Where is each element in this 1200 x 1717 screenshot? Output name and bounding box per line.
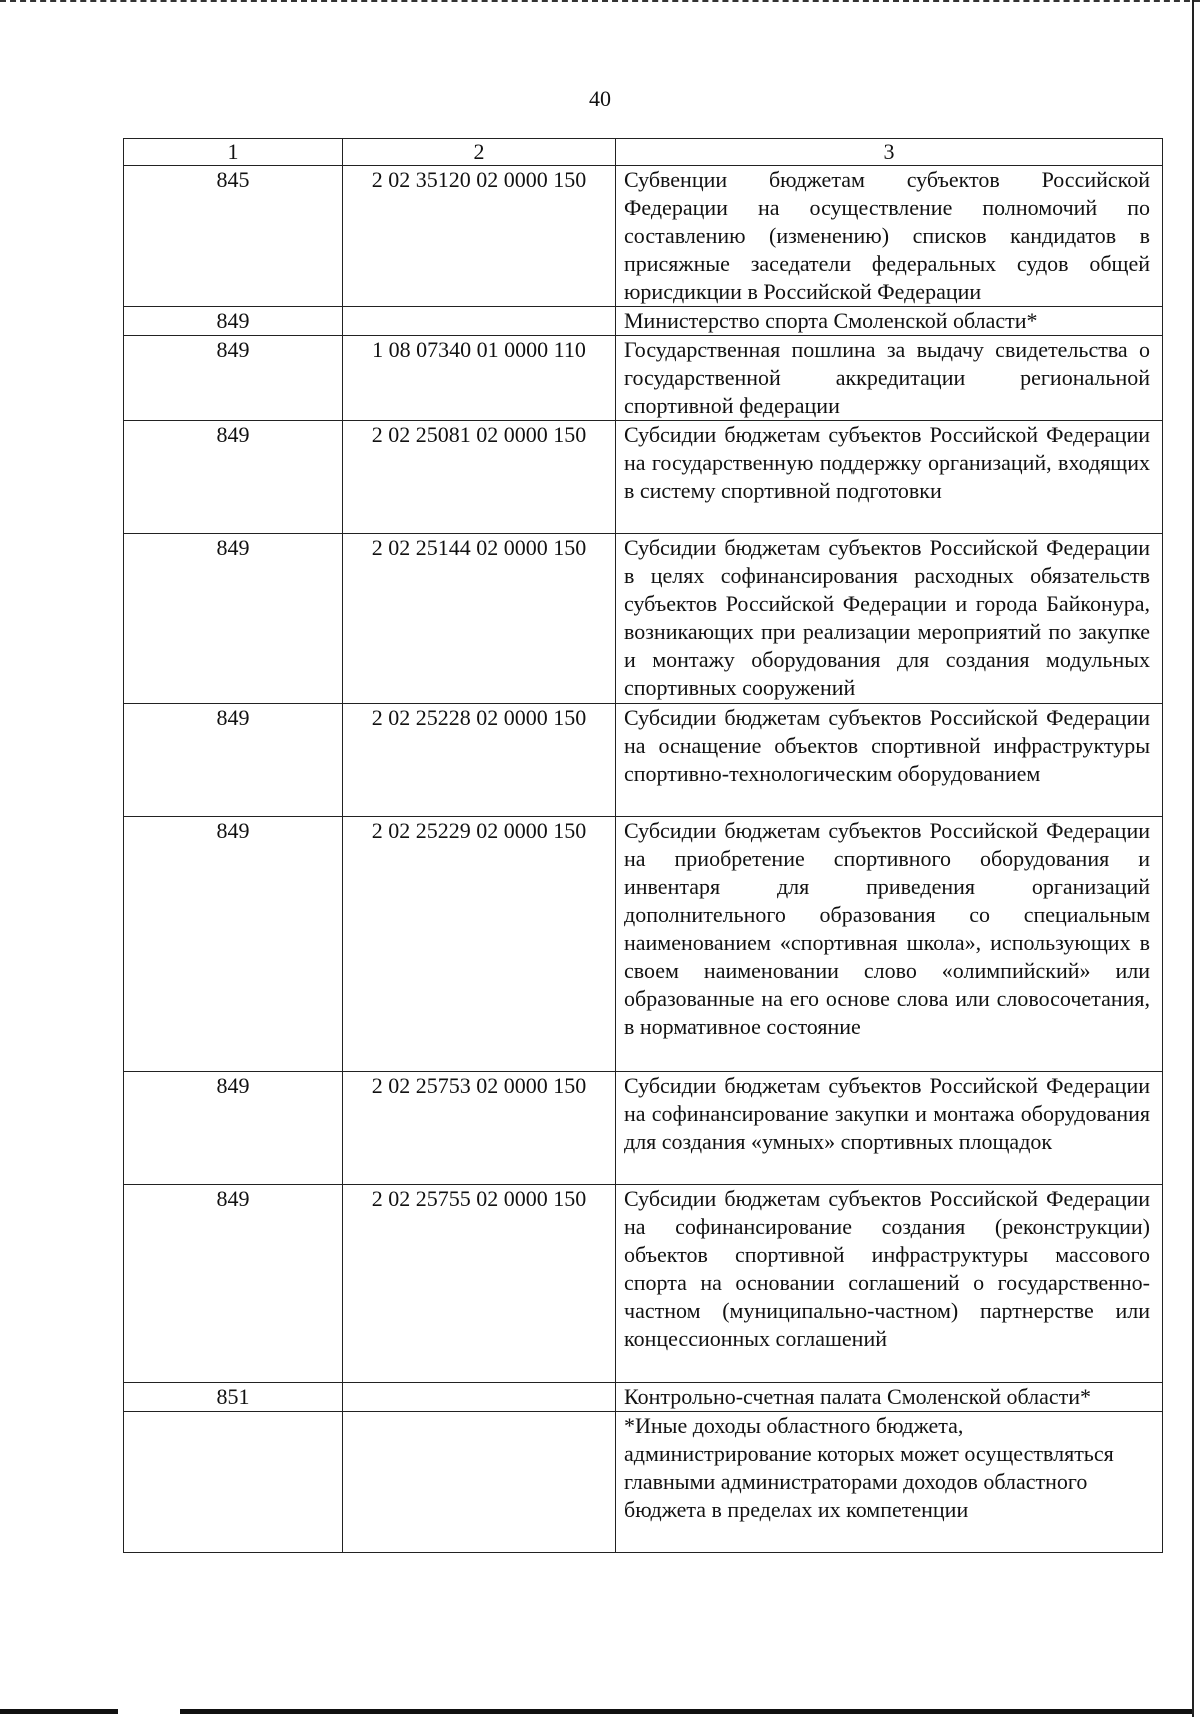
- table-row: [124, 166, 1163, 307]
- revenue-code-cell: 2 02 25228 02 0000 150: [343, 704, 616, 817]
- column-header-1: 1: [124, 139, 343, 166]
- table-row: [124, 1185, 1163, 1383]
- table-header-row: [124, 139, 1163, 166]
- table-row: [124, 704, 1163, 817]
- revenue-name-cell: Субсидии бюджетам субъектов Российской Федерации на софинансирование создания (реконструкции) объектов спортивной инфраструктуры массового спорта на основании соглашений о государственно-частном (муниципально-частном) партнерстве или концессионных соглашений: [616, 1185, 1163, 1383]
- revenue-name-cell: Государственная пошлина за выдачу свидетельства о государственной аккредитации региональной спортивной федерации: [616, 336, 1163, 421]
- revenue-code-cell: [343, 1383, 616, 1412]
- table-row: [124, 336, 1163, 421]
- table-row: [124, 534, 1163, 704]
- column-header-2: 2: [343, 139, 616, 166]
- revenue-name-cell: Субсидии бюджетам субъектов Российской Федерации в целях софинансирования расходных обязательств субъектов Российской Федерации и города Байконура, возникающих при реализации мероприятий по закупке и монтажу оборудования для создания модульных спортивных сооружений: [616, 534, 1163, 704]
- revenue-code-cell: 2 02 35120 02 0000 150: [343, 166, 616, 307]
- table-row: [124, 421, 1163, 534]
- footnote-cell: *Иные доходы областного бюджета, администрирование которых может осуществляться главными администраторами доходов областного бюджета в пределах их компетенции: [616, 1412, 1163, 1553]
- administrator-code-cell: 845: [124, 166, 343, 307]
- table-row: [124, 817, 1163, 1072]
- scan-bottom-edge-left: [0, 1709, 118, 1714]
- administrator-code-cell: 849: [124, 1185, 343, 1383]
- administrator-name-cell: Контрольно-счетная палата Смоленской области*: [616, 1383, 1163, 1412]
- administrator-name-cell: Министерство спорта Смоленской области*: [616, 307, 1163, 336]
- administrator-code-cell: 851: [124, 1383, 343, 1412]
- table-row: [124, 1383, 1163, 1412]
- revenue-codes-table: [123, 138, 1163, 1553]
- revenue-name-cell: Субвенции бюджетам субъектов Российской Федерации на осуществление полномочий по составлению (изменению) списков кандидатов в присяжные заседатели федеральных судов общей юрисдикции в Российской Федерации: [616, 166, 1163, 307]
- column-header-3: 3: [616, 139, 1163, 166]
- administrator-code-cell: 849: [124, 534, 343, 704]
- administrator-code-cell: 849: [124, 817, 343, 1072]
- administrator-code-cell: 849: [124, 1072, 343, 1185]
- revenue-code-cell: 2 02 25755 02 0000 150: [343, 1185, 616, 1383]
- revenue-code-cell: 2 02 25753 02 0000 150: [343, 1072, 616, 1185]
- revenue-code-cell: 2 02 25229 02 0000 150: [343, 817, 616, 1072]
- revenue-code-cell: [343, 307, 616, 336]
- scan-top-edge: [0, 0, 1200, 5]
- revenue-name-cell: Субсидии бюджетам субъектов Российской Федерации на приобретение спортивного оборудования и инвентаря для приведения организаций дополнительного образования со специальным наименованием «спортивная школа», использующих в своем наименовании слово «олимпийский» или образованные на его основе слова или словосочетания, в нормативное состояние: [616, 817, 1163, 1072]
- administrator-code-cell: [124, 1412, 343, 1553]
- scan-bottom-edge-right: [180, 1709, 1192, 1714]
- revenue-code-cell: 2 02 25081 02 0000 150: [343, 421, 616, 534]
- administrator-code-cell: 849: [124, 336, 343, 421]
- scan-right-edge: [1192, 0, 1194, 1717]
- revenue-code-cell: 2 02 25144 02 0000 150: [343, 534, 616, 704]
- table-row: [124, 1412, 1163, 1553]
- table-row: [124, 307, 1163, 336]
- revenue-name-cell: Субсидии бюджетам субъектов Российской Федерации на государственную поддержку организаций, входящих в систему спортивной подготовки: [616, 421, 1163, 534]
- administrator-code-cell: 849: [124, 307, 343, 336]
- page-number: 40: [589, 86, 611, 111]
- revenue-name-cell: Субсидии бюджетам субъектов Российской Федерации на софинансирование закупки и монтажа оборудования для создания «умных» спортивных площадок: [616, 1072, 1163, 1185]
- administrator-code-cell: 849: [124, 421, 343, 534]
- revenue-code-cell: 1 08 07340 01 0000 110: [343, 336, 616, 421]
- revenue-name-cell: Субсидии бюджетам субъектов Российской Федерации на оснащение объектов спортивной инфраструктуры спортивно-технологическим оборудованием: [616, 704, 1163, 817]
- table-row: [124, 1072, 1163, 1185]
- administrator-code-cell: 849: [124, 704, 343, 817]
- revenue-code-cell: [343, 1412, 616, 1553]
